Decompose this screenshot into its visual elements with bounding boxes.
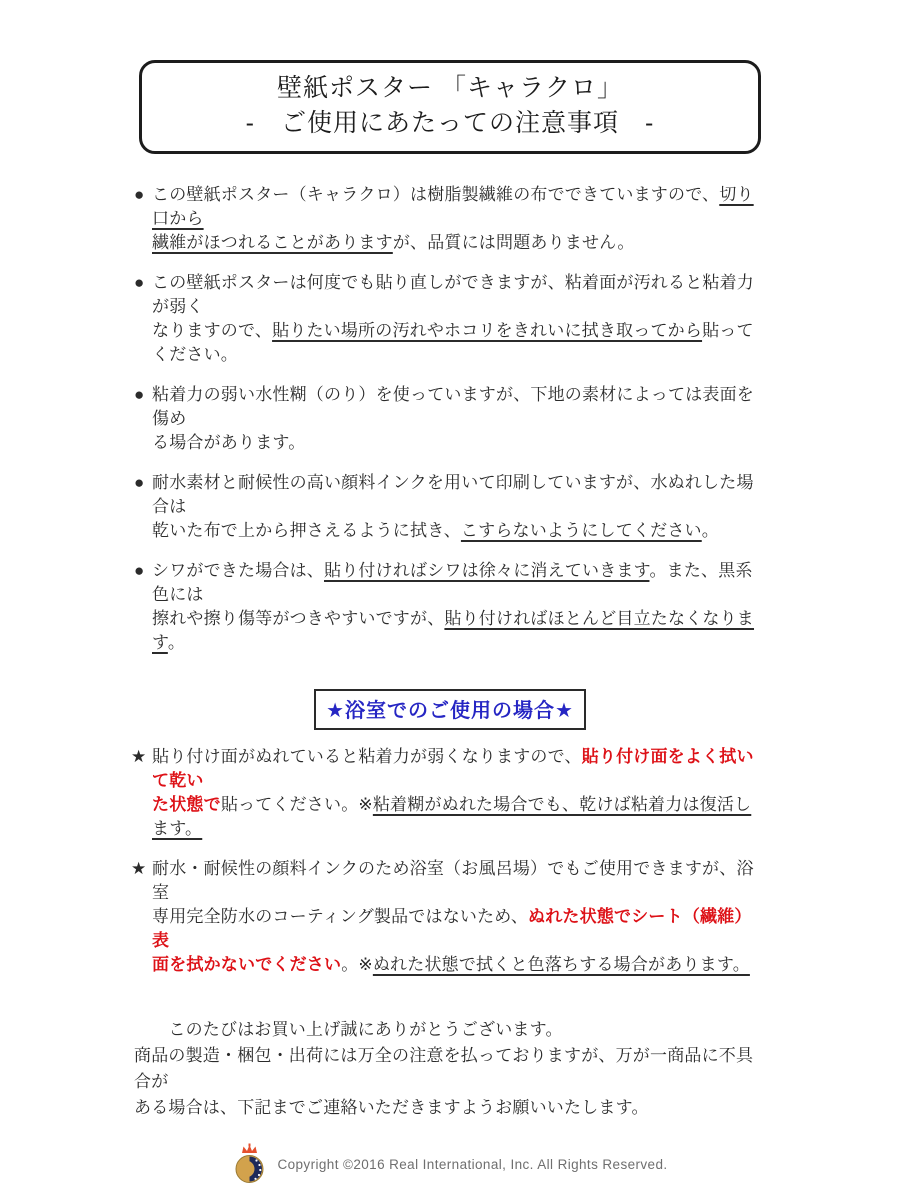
note-item xyxy=(134,471,766,543)
bath-note-item xyxy=(131,857,766,977)
bullet-icon: ● xyxy=(134,561,145,580)
notice-document xyxy=(0,60,900,1172)
bullet-icon: ● xyxy=(134,385,145,404)
closing-paragraph: このたびはお買い上げ誠にありがとうございます。 商品の製造・梱包・出荷には万全の注意を払っておりますが、万が一商品に不具合が ある場合は、下記までご連絡いただきますようお願いいたします。 xyxy=(134,1020,754,1117)
bath-note-text: 耐水・耐候性の顔料インクのため浴室（お風呂場）でもご使用できますが、浴室 専用完全防水のコーティング製品ではないため、ぬれた状態でシート（繊維）表 面を拭かないでください。※ぬれた状態で拭くと色落ちする場合があります。 xyxy=(152,859,754,974)
title-box xyxy=(139,60,761,154)
note-text: この壁紙ポスターは何度でも貼り直しができますが、粘着面が汚れると粘着力が弱く なりますので、貼りたい場所の汚れやホコリをきれいに拭き取ってから貼ってください。 xyxy=(152,273,754,364)
bath-note-item xyxy=(131,745,766,841)
bullet-icon: ● xyxy=(134,273,145,292)
bath-section-header: ★浴室でのご使用の場合★ xyxy=(314,689,586,730)
note-text: 粘着力の弱い水性糊（のり）を使っていますが、下地の素材によっては表面を傷め る場合があります。 xyxy=(152,385,754,452)
copyright-text: Copyright ©2016 Real International, Inc. All Rights Reserved. xyxy=(277,1156,668,1172)
note-item xyxy=(134,383,766,455)
note-text: 耐水素材と耐候性の高い顔料インクを用いて印刷していますが、水ぬれした場合は 乾いた布で上から押さえるように拭き、こすらないようにしてください。 xyxy=(152,473,754,540)
note-item xyxy=(134,559,766,655)
bullet-icon: ● xyxy=(134,185,145,204)
note-text: この壁紙ポスター（キャラクロ）は樹脂製繊維の布でできていますので、切り口から 繊維がほつれることがありますが、品質には問題ありません。 xyxy=(152,185,754,252)
bath-note-text: 貼り付け面がぬれていると粘着力が弱くなりますので、貼り付け面をよく拭いて乾い た状態で貼ってください。※粘着糊がぬれた場合でも、乾けば粘着力は復活します。 xyxy=(152,747,754,838)
brand-crest-icon xyxy=(232,1143,267,1185)
note-item xyxy=(134,183,766,255)
note-item xyxy=(134,271,766,367)
title-line-1: 壁紙ポスター 「キャラクロ」 xyxy=(277,74,623,102)
bullet-icon: ● xyxy=(134,473,145,492)
title-line-2: - ご使用にあたっての注意事項 - xyxy=(245,109,655,137)
star-bullet-icon: ★ xyxy=(131,747,147,766)
note-text: シワができた場合は、貼り付ければシワは徐々に消えていきます。また、黒系色には 擦れや擦り傷等がつきやすいですが、貼り付ければほとんど目立たなくなります。 xyxy=(152,561,755,652)
footer xyxy=(0,1143,900,1185)
star-bullet-icon: ★ xyxy=(131,859,147,878)
content-column xyxy=(131,183,766,1121)
